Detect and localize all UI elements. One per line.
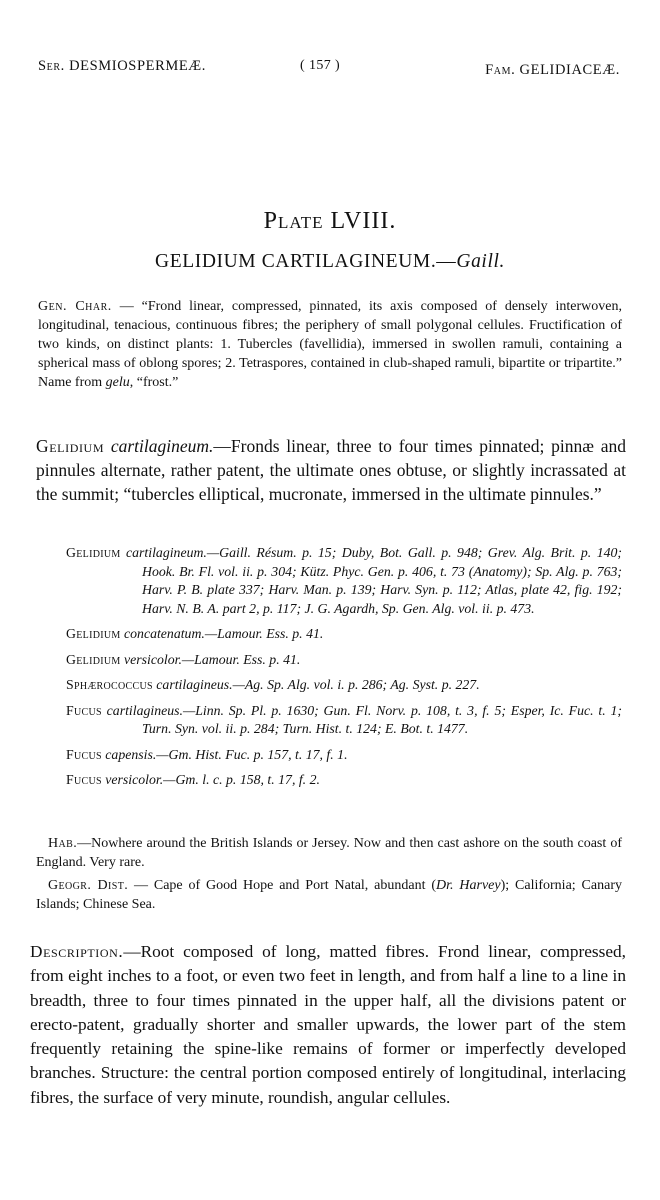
- synonym-refs: Ess. p. 41.: [239, 651, 301, 667]
- synonym-genus: Gelidium: [66, 626, 121, 641]
- synonym-refs: Résum. p. 15; Duby, Bot. Gall. p. 948; Grev. Alg. Brit. p. 140; Hook. Br. Fl. vol. ii. p. 304; Kütz. Phyc. Gen. p. 406, t. 73 (Anatomy); Sp. Alg. p. 763; Harv. P. B. plate 337; Harv. Man. p. 139; Harv. Syn. p. 112; Atlas, plate 42, fig. 192; Harv. N. B. A. part 2, p. 117; J. G. Agardh, Sp. Gen. Alg. vol. ii. p. 473.: [142, 545, 622, 616]
- synonym-entry: [66, 702, 622, 739]
- habitat-label: Hab.: [48, 836, 78, 851]
- synonym-name: versicolor.—Gm.: [101, 772, 199, 787]
- synonym-entry: [66, 746, 622, 765]
- synonym-genus: Gelidium: [66, 545, 121, 560]
- genus-character-label: Gen. Char.: [38, 299, 112, 314]
- synonym-refs: Sp. Alg. vol. i. p. 286; Ag. Syst. p. 227.: [263, 677, 480, 692]
- distribution-text: — Cape of Good Hope and Port Natal, abundant (: [128, 878, 437, 893]
- synonym-refs: Ess. p. 41.: [262, 626, 324, 641]
- habitat-text: —Nowhere around the British Islands or Jersey. Now and then cast ashore on the south coast of England. Very rare.: [36, 836, 622, 870]
- genus-character-text: — “Frond linear, compressed, pinnated, its axis composed of densely interwoven, longitudinal, tenacious, continuous fibres; the periphery of small polygonal cellules. Fructification of two kinds, on distinct plants: 1. Tubercles (favellidia), immersed in swollen ramuli, containing a spherical mass of oblong spores; 2. Tetraspores, contained in club-shaped ramuli, bipartite or tripartite.” Name from: [38, 299, 622, 390]
- synonymy-list: [66, 544, 622, 797]
- synonym-entry: [66, 676, 622, 695]
- synonym-genus: Sphærococcus: [66, 677, 153, 692]
- genus-character-gelu: gelu: [105, 375, 130, 390]
- synonym-name: capensis.—Gm.: [101, 746, 192, 762]
- distribution-harvey: Dr. Harvey: [436, 878, 501, 893]
- synonym-entry: [66, 544, 622, 618]
- description-paragraph: [30, 940, 626, 1110]
- synonym-genus: Fucus: [66, 772, 102, 787]
- description-label: Description.: [30, 942, 124, 961]
- synonym-name: concatenatum.—Lamour.: [120, 626, 263, 641]
- synonym-name: cartilagineum.—Gaill.: [120, 545, 251, 560]
- distribution-label: Geogr. Dist.: [48, 878, 129, 893]
- synonym-genus: Gelidium: [66, 651, 121, 667]
- habitat-section: [36, 834, 622, 918]
- synonym-genus: Fucus: [66, 746, 102, 762]
- habitat-paragraph: [36, 834, 622, 872]
- plate-title: Plate LVIII.: [263, 208, 397, 234]
- genus-character-text-end: , “frost.”: [129, 375, 179, 390]
- description-text: —Root composed of long, matted fibres. Frond linear, compressed, from eight inches to a foot, or even two feet in length, and from half a line to a line in breadth, three to four times pinnated in the upper half, all the divisions patent or erecto-patent, gradually shorter and smaller upwards, the lower part of the stem frequently retaining the spine-like remains of former or imperfectly developed branches. Structure: the central portion composed entirely of longitudinal, interlacing fibres, the surface of very minute, roundish, angular cellules.: [30, 942, 626, 1107]
- genus-character-paragraph: [38, 297, 622, 392]
- genus-character: [38, 297, 622, 392]
- synonym-name: cartilagineus.—Linn.: [101, 702, 224, 718]
- running-header-family: Fam. GELIDIACEÆ.: [485, 62, 620, 78]
- distribution-paragraph: [36, 876, 622, 914]
- synonym-name: cartilagineus.—Ag.: [152, 677, 264, 692]
- synonym-refs: Hist. Fuc. p. 157, t. 17, f. 1.: [191, 746, 348, 762]
- distribution-text-end: ); California; Canary Islands; Chinese Sea.: [36, 878, 622, 912]
- synonym-entry: [66, 651, 622, 670]
- species-diagnosis: [36, 434, 626, 506]
- description-section: [30, 940, 626, 1110]
- synonym-genus: Fucus: [66, 702, 102, 718]
- species-name: GELIDIUM CARTILAGINEUM.—: [155, 251, 457, 272]
- running-header-series: Ser. DESMIOSPERMEÆ.: [38, 58, 207, 74]
- synonym-refs: Sp. Pl. p. 1630; Gun. Fl. Norv. p. 108, t. 3, f. 5; Esper, Ic. Fuc. t. 1; Turn. Syn. vol. ii. p. 284; Turn. Hist. t. 124; E. Bot. t. 1477.: [142, 702, 622, 736]
- page-number: ( 157 ): [300, 58, 341, 73]
- diagnosis-text: —Fronds linear, three to four times pinnated; pinnæ and pinnules alternate, rather patent, the ultimate ones obtuse, or slightly incrassated at the summit; “tubercles elliptical, mucronate, immersed in the ultimate pinnules.”: [36, 436, 626, 504]
- synonym-refs: l. c. p. 158, t. 17, f. 2.: [198, 772, 320, 787]
- synonym-entry: [66, 625, 622, 644]
- synonym-name: versicolor.—Lamour.: [120, 651, 240, 667]
- diagnosis-epithet: cartilagineum.: [104, 436, 214, 456]
- diagnosis-genus: Gelidium: [36, 436, 105, 456]
- species-title: [0, 251, 660, 273]
- synonym-entry: [66, 771, 622, 790]
- species-author: Gaill.: [456, 251, 505, 272]
